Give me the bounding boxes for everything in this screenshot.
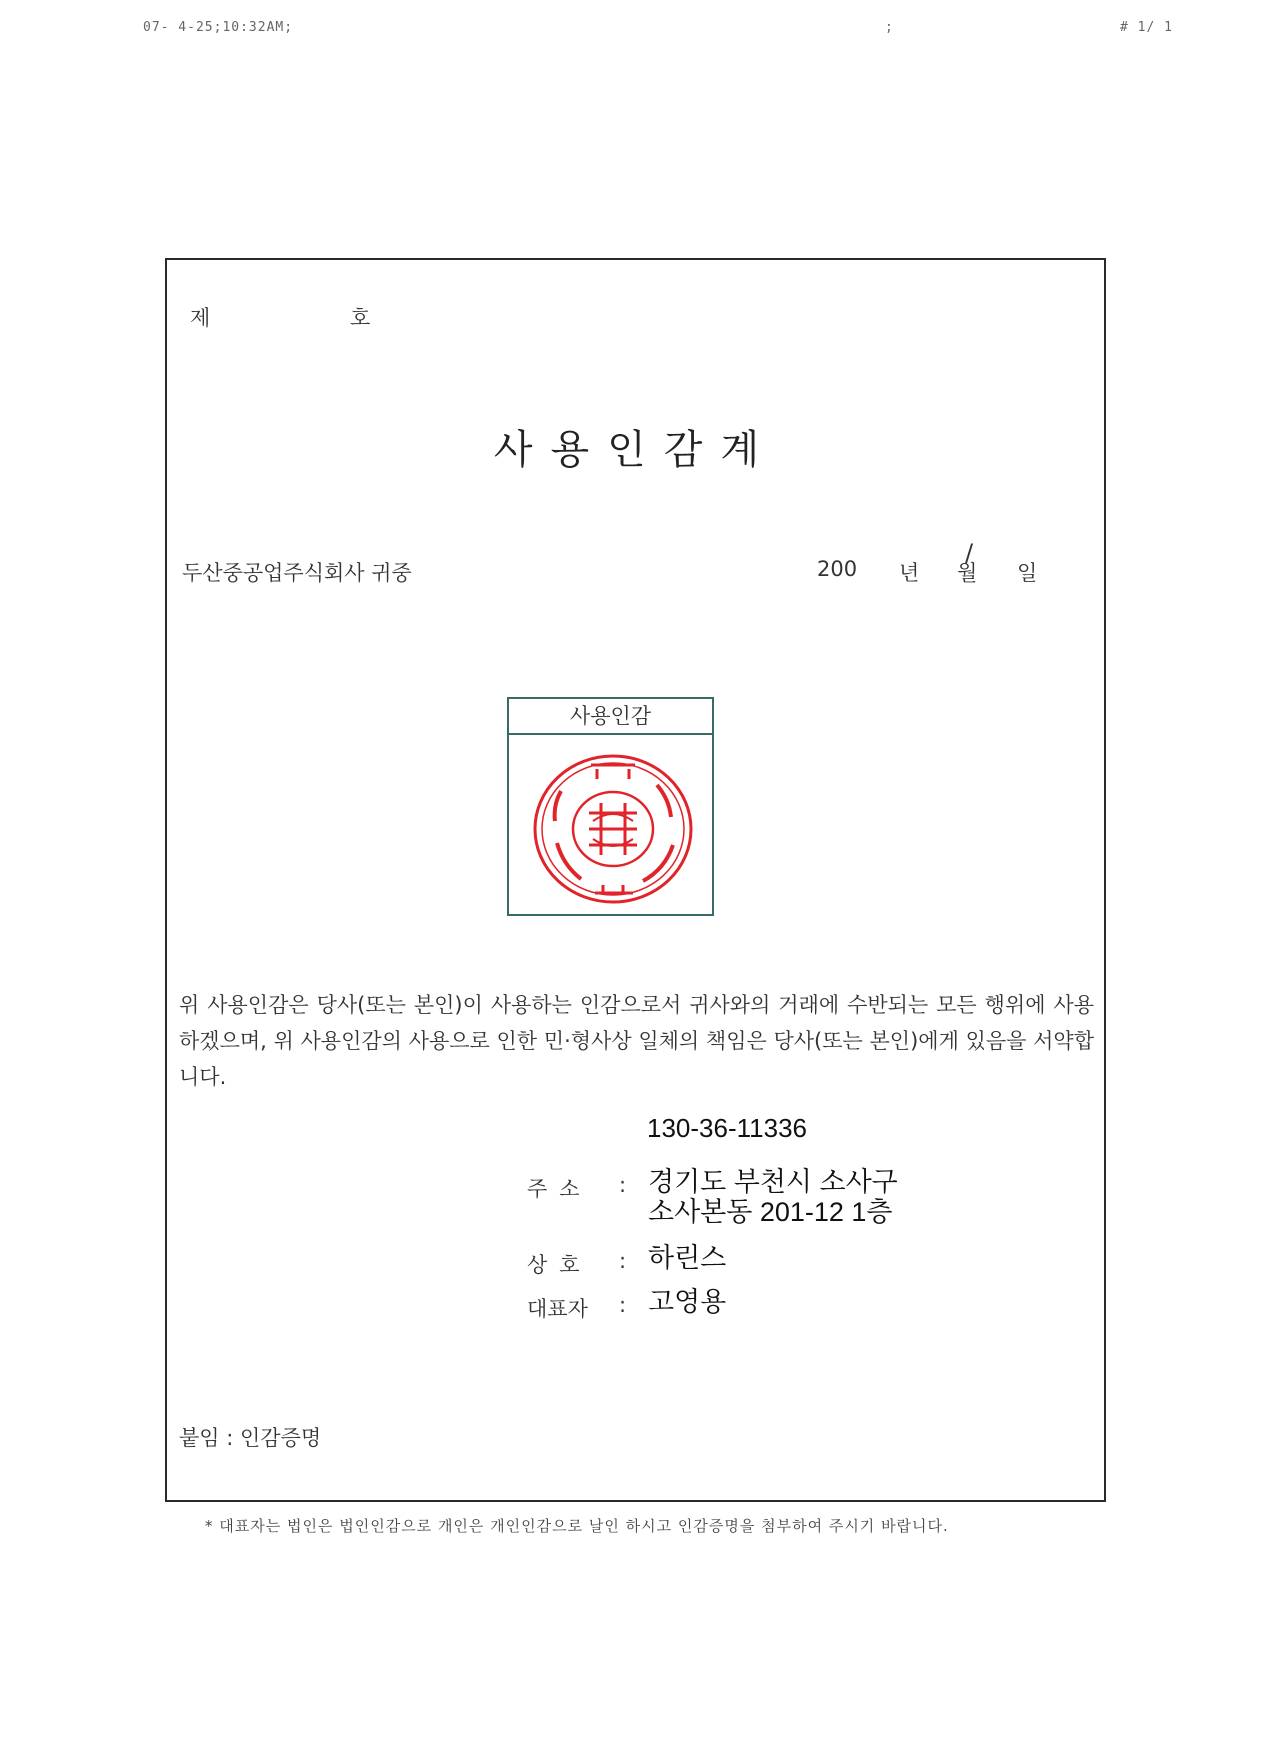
address-value [648,1167,898,1227]
trade-name-colon: : [619,1249,627,1273]
date-line [817,539,1087,587]
date-day-label: 일 [1017,561,1038,585]
page-title: 사용인감계 [493,427,778,473]
address-line-1: 경기도 부천시 소사구 [648,1167,898,1197]
recipient: 두산중공업주식회사 귀중 [182,561,412,585]
fax-page-number: # 1/ 1 [1120,20,1173,35]
trade-name-field [527,1243,1087,1277]
address-label: 주소 [527,1177,592,1201]
attachment-note: 붙임 : 인감증명 [179,1426,322,1450]
date-month-label: 월 [957,561,978,585]
trade-name-value: 하린스 [648,1243,727,1273]
pledge-text: 위 사용인감은 당사(또는 본인)이 사용하는 인감으로서 귀사와의 거래에 수반되는 모든 행위에 사용하겠으며, 위 사용인감의 사용으로 인한 민·형사상 일체의 책임은 당사(또는 본인)에게 있음을 서약합니다. [179,993,1094,1089]
footnote: * 대표자는 법인은 법인인감으로 개인은 개인인감으로 날인 하시고 인감증명을 첨부하여 주시기 바랍니다. [205,1517,949,1535]
date-year: 200 [817,557,858,581]
address-line-2: 소사본동 201-12 1층 [648,1197,893,1227]
fax-separator: ; [885,20,894,35]
representative-value: 고영용 [648,1287,727,1317]
representative-field [527,1287,1087,1321]
company-seal-stamp [531,751,696,906]
address-field [527,1167,1087,1227]
fax-timestamp: 07- 4-25;10:32AM; [143,20,294,35]
document-number-prefix: 제 [190,306,211,330]
representative-label: 대표자 [527,1297,588,1321]
seal-label: 사용인감 [509,699,712,735]
document-number-suffix: 호 [350,306,371,330]
address-colon: : [619,1173,627,1197]
business-registration-number: 130-36-11336 [647,1113,807,1143]
trade-name-label: 상호 [527,1253,592,1277]
fax-header [0,20,1275,40]
form-frame [165,258,1106,1502]
date-handwritten-mark: / [965,539,974,567]
date-year-label: 년 [899,561,920,585]
seal-box [507,697,714,916]
representative-colon: : [619,1293,627,1317]
